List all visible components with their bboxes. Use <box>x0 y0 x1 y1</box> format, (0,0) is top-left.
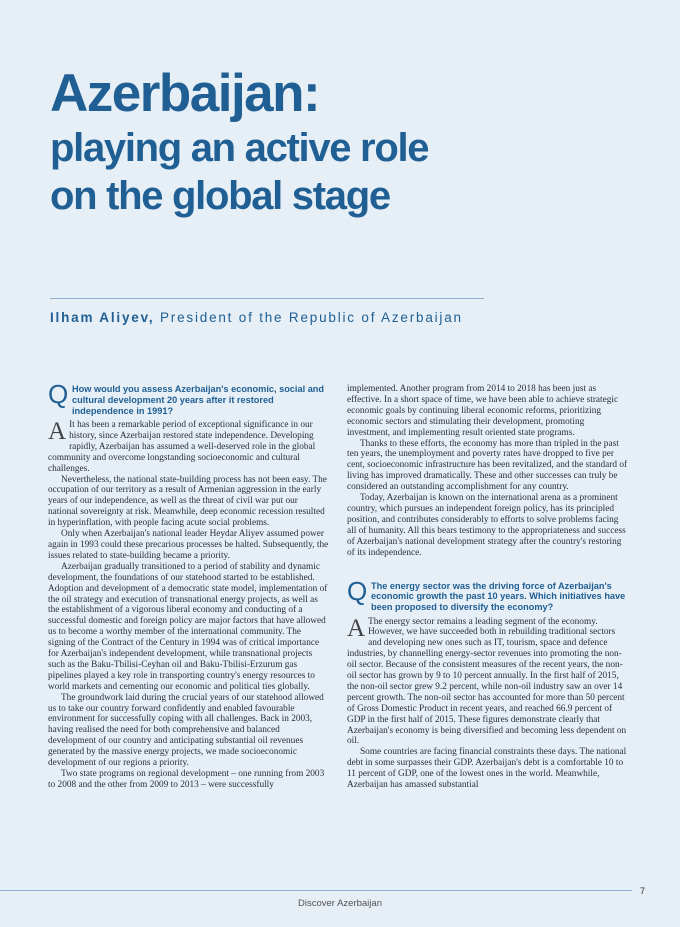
paragraph: Two state programs on regional development – one running from 2003 to 2008 and the other from 2009 to 2013 – were successfully <box>48 769 325 790</box>
author-role: President of the Republic of Azerbaijan <box>160 310 463 325</box>
paragraph: Azerbaijan gradually transitioned to a period of stability and dynamic development, the foundations of our statehood started to be established. Adoption and development of a democratic state model, implementation of the oil strategy and execution of transnational energy projects, as well as the establishment of a vigorous liberal economy and conducting of a successful domestic and foreign policy are major factors that have allowed us to become a worthy member of the international community. The signing of the Contract of the Century in 1994 was of critical importance for Azerbaijan's independent development, while transnational projects such as the Baku-Tbilisi-Ceyhan oil and Baku-Tbilisi-Erzurum gas pipelines played a key role in transporting country's energy resources to world markets and cementing our economic and political ties globally. <box>48 561 328 692</box>
answer-1-intro <box>48 420 330 475</box>
answer-text: The energy sector remains a leading segment of the economy. However, we have succeeded both in rebuilding traditional sectors and developing new ones such as IT, tourism, space and defence industries, by channelling energy-sector revenues into promoting the non-oil sector. Because of the consistent measures of the recent years, the non-oil sector has grown by 9 to 10 percent annually. In the first half of 2015, the non-oil sector grew 9.2 percent, while non-oil industry saw an over 14 percent growth. The non-oil sector has accounted for more than 50 percent of Gross Domestic Product in recent years, and reached 66.9 percent of GDP in the first half of 2015. These figures demonstrate clearly that Azerbaijan's economy is being diversified and becoming less dependent on oil. <box>347 616 627 747</box>
column-left <box>48 379 330 791</box>
question-marker: Q <box>48 379 69 409</box>
column-right <box>347 384 629 791</box>
title-line-1: Azerbaijan: <box>50 64 320 123</box>
title-line-3: on the global stage <box>50 174 390 218</box>
publication-name: Discover Azerbaijan <box>298 898 382 909</box>
section-gap <box>347 559 629 581</box>
title-line-2: playing an active role <box>50 126 429 170</box>
answer-2-intro <box>347 614 629 748</box>
footer-divider <box>0 890 632 891</box>
question-marker: Q <box>347 575 368 606</box>
paragraph-continued: implemented. Another program from 2014 to 2018 has been just as effective. In a short space of time, we have been able to achieve strategic economic goals by continuing liberal economic reforms, prioritizing economic sectors and stimulating their development, promoting investment, and implementing result oriented state programs. <box>347 384 619 438</box>
paragraph: Thanks to these efforts, the economy has more than tripled in the past ten years, the unemployment and poverty rates have dropped to five per cent, socioeconomic infrastructure has been revitalized, and the standard of living has improved dramatically. These and other successes can truly be considered an outstanding accomplishment for any country. <box>347 438 628 493</box>
author-name: Ilham Aliyev, <box>50 310 155 325</box>
paragraph: Today, Azerbaijan is known on the international arena as a prominent country, which pursues an independent foreign policy, has its principled position, and contributes considerably to efforts to solve problems facing all of humanity. All this bears testimony to the appropriateness and success of Azerbaijan's national development strategy after the country's restoring of its independence. <box>347 493 626 558</box>
question-1 <box>48 379 330 418</box>
paragraph: Some countries are facing financial constraints these days. The national debt in some surpasses their GDP. Azerbaijan's debt is a comfortable 10 to 11 percent of GDP, one of the lowest ones in the world. Meanwhile, Azerbaijan has amassed substantial <box>347 747 627 791</box>
title-divider <box>50 298 484 299</box>
article-title <box>50 64 650 220</box>
question-text: How would you assess Azerbaijan's economic, social and cultural development 20 years after it restored independence in 1991? <box>72 384 325 416</box>
paragraph: The groundwork laid during the crucial years of our statehood allowed us to take our country forward confidently and enabled favourable environment for successfully coping with all challenges. Back in 2003, having realised the need for both comprehensive and balanced development of our country and anticipating substantial oil revenues generated by the massive energy projects, we made socioeconomic development of our regions a priority. <box>48 692 324 769</box>
answer-marker: A <box>347 614 366 642</box>
question-text: The energy sector was the driving force of Azerbaijan's economic growth the past 10 years. Which initiatives have been proposed to diversify the economy? <box>371 580 626 613</box>
paragraph: Nevertheless, the national state-building process has not been easy. The occupation of our territory as a result of Armenian aggression in the early years of our independence, as well as the threat of civil war put our national sovereignty at risk. Meanwhile, deep economic recession resulted in hyperinflation, with people facing acute social problems. <box>48 474 327 529</box>
answer-text: It has been a remarkable period of exceptional significance in our history, since Azerbaijan restored state independence. Developing rapidly, Azerbaijan has assumed a well-deserved role in the global community and overcome longstanding socioeconomic and cultural challenges. <box>48 420 316 474</box>
answer-marker: A <box>48 418 67 445</box>
byline <box>50 310 650 325</box>
page-number: 7 <box>640 886 646 896</box>
question-2 <box>347 575 629 615</box>
paragraph: Only when Azerbaijan's national leader Heydar Aliyev assumed power again in 1993 could these precarious processes be halted. Subsequently, the issues related to state-building became a priority. <box>48 529 329 561</box>
